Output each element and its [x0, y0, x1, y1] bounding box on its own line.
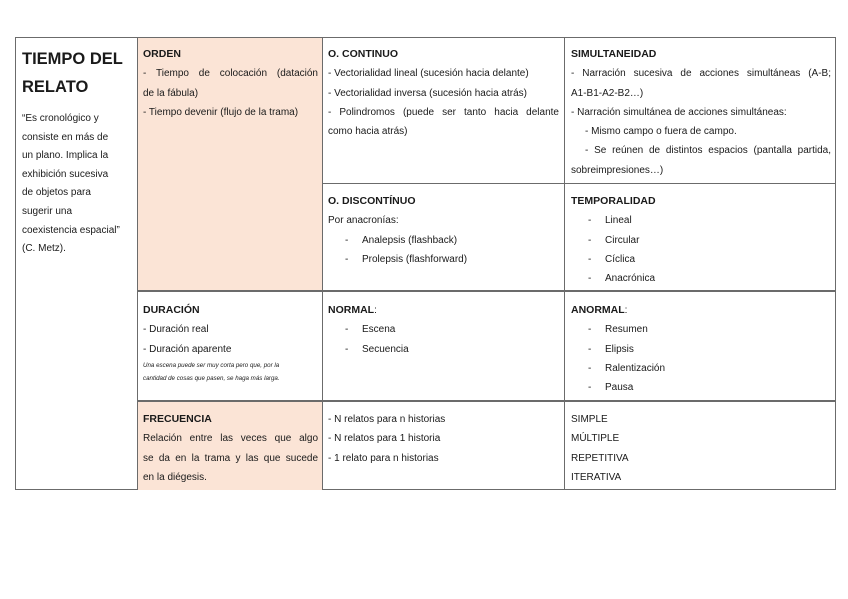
continuo-line: como hacia atrás) [328, 126, 408, 138]
column-divider-2 [322, 38, 323, 490]
continuo-cell [328, 45, 559, 141]
bullet-dash: - [345, 324, 349, 336]
simultaneidad-line: - Se reúnen de distintos espacios (pantalla partida, [585, 145, 831, 157]
list-item [571, 231, 831, 250]
quote-line: sugerir una [22, 205, 73, 217]
tipos-line: SIMPLE [571, 414, 608, 425]
quote-line: (C. Metz). [22, 243, 66, 255]
bullet-dash: - [345, 234, 349, 246]
discontinuo-item: Prolepsis (flashforward) [362, 253, 468, 265]
title-cell [22, 45, 134, 259]
bullet-dash: - [588, 215, 592, 227]
orden-line: - Tiempo de colocación (datación [143, 68, 318, 80]
relatos-line: - 1 relato para n historias [328, 452, 439, 464]
list-item [328, 340, 559, 359]
simultaneidad-line: - Mismo campo o fuera de campo. [585, 126, 737, 138]
page-title-line-1: TIEMPO DEL [22, 50, 123, 68]
anormal-cell [571, 301, 831, 397]
list-item [328, 231, 559, 250]
duracion-line: - Duración real [143, 324, 209, 336]
list-item [571, 340, 831, 359]
normal-cell [328, 301, 559, 359]
list-item [571, 320, 831, 339]
orden-line: - Tiempo devenir (flujo de la trama) [143, 106, 299, 118]
bullet-dash: - [588, 343, 592, 355]
quote-line: exhibición sucesiva [22, 168, 109, 180]
page-title-line-2: RELATO [22, 78, 89, 96]
relatos-line: - N relatos para n historias [328, 414, 446, 425]
simultaneidad-line: - Narración simultánea de acciones simultáneas: [571, 106, 787, 118]
normal-colon: : [374, 305, 377, 316]
quote-line: un plano. Implica la [22, 150, 109, 162]
anormal-item: Elipsis [605, 343, 634, 355]
discontinuo-cell [328, 192, 559, 269]
tipos-line: ITERATIVA [571, 471, 622, 483]
list-item [328, 320, 559, 339]
normal-title: NORMAL [328, 304, 375, 316]
temporalidad-item: Anacrónica [605, 273, 656, 285]
list-item [571, 250, 831, 269]
discontinuo-item: Analepsis (flashback) [362, 234, 458, 246]
relatos-line: - N relatos para 1 historia [328, 433, 441, 445]
bullet-dash: - [345, 253, 349, 265]
bullet-dash: - [588, 362, 592, 374]
frecuencia-line: Relación entre las veces que algo [143, 433, 318, 445]
bullet-dash: - [588, 253, 592, 265]
normal-item: Secuencia [362, 343, 409, 355]
anormal-title: ANORMAL [571, 304, 625, 316]
list-item [571, 378, 831, 397]
tipos-line: MÚLTIPLE [571, 433, 620, 445]
column-divider-3 [564, 38, 565, 490]
duracion-cell [143, 301, 318, 385]
continuo-line: - Polindromos (puede ser tanto hacia delante [328, 106, 559, 118]
list-item [571, 211, 831, 230]
column-divider-1 [137, 38, 138, 490]
simultaneidad-line: sobreimpresiones…) [571, 164, 664, 176]
orden-title: ORDEN [143, 48, 181, 60]
duracion-line: - Duración aparente [143, 343, 232, 355]
duracion-note: cantidad de cosas que pasen, se haga más larga. [143, 374, 280, 382]
anormal-colon: : [624, 305, 628, 316]
frecuencia-line: se da en la trama y las que sucede [143, 452, 318, 464]
quote-line: “Es cronológico y [22, 113, 99, 124]
row-divider-3 [137, 400, 836, 402]
row-divider-2 [137, 290, 836, 292]
list-item [571, 359, 831, 378]
temporalidad-cell [571, 192, 831, 288]
time-of-story-table [15, 37, 836, 490]
bullet-dash: - [345, 343, 349, 355]
temporalidad-item: Cíclica [605, 253, 636, 265]
discontinuo-title: O. DISCONTÍNUO [328, 195, 416, 207]
quote-line: consiste en más de [22, 131, 109, 143]
tipos-line: REPETITIVA [571, 452, 629, 464]
anormal-item: Pausa [605, 382, 634, 394]
bullet-dash: - [588, 234, 592, 246]
discontinuo-intro: Por anacronías: [328, 215, 399, 227]
frecuencia-cell [143, 410, 318, 487]
tipos-cell [571, 410, 831, 487]
simultaneidad-line: - Narración sucesiva de acciones simultáneas (A-B; [571, 68, 831, 80]
orden-line: de la fábula) [143, 87, 199, 99]
row-divider-1 [322, 183, 836, 184]
frecuencia-line: en la diégesis. [143, 471, 207, 483]
continuo-line: - Vectorialidad lineal (sucesión hacia delante) [328, 68, 529, 80]
bullet-dash: - [588, 324, 592, 336]
bullet-dash: - [588, 382, 592, 394]
anormal-item: Ralentización [605, 362, 666, 374]
simultaneidad-title: SIMULTANEIDAD [571, 48, 657, 60]
normal-item: Escena [362, 324, 396, 336]
anormal-item: Resumen [605, 324, 648, 336]
relatos-cell [328, 410, 559, 468]
quote-line: coexistencia espacial” [22, 224, 120, 236]
duracion-title: DURACIÓN [143, 304, 200, 316]
quote-line: de objetos para [22, 187, 91, 199]
simultaneidad-line: A1-B1-A2-B2…) [571, 87, 644, 99]
temporalidad-item: Circular [605, 234, 640, 246]
continuo-line: - Vectorialidad inversa (sucesión hacia atrás) [328, 87, 527, 99]
bullet-dash: - [588, 273, 592, 285]
frecuencia-title: FRECUENCIA [143, 413, 212, 425]
duracion-note: Una escena puede ser muy corta pero que, por la [143, 361, 280, 369]
list-item [328, 250, 559, 269]
temporalidad-title: TEMPORALIDAD [571, 195, 656, 207]
list-item [571, 269, 831, 288]
temporalidad-item: Lineal [605, 215, 632, 227]
orden-cell [143, 45, 318, 122]
simultaneidad-cell [571, 45, 831, 180]
continuo-title: O. CONTINUO [328, 48, 398, 60]
